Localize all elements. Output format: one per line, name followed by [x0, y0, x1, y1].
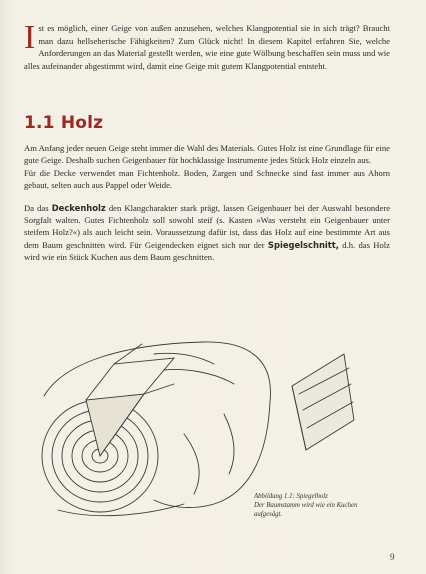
figure-caption — [254, 492, 374, 519]
intro-text: st es möglich, einer Geige von außen anzusehen, welches Klangpotential sie in sich trägt? Braucht man dazu hellseherische Fähigkeiten? Zum Glück nicht! In diesem Kapitel erfahren Sie, welche Anforderungen an das Material gestellt werden, wie eine gute Wölbung beschaffen sein muss und wie alles aufeinander abgestimmt wird, damit eine Geige mit gutem Klangpotential entsteht. — [24, 23, 390, 71]
text-run: Da das — [24, 202, 52, 213]
section-body — [24, 142, 390, 264]
paragraph-woods: Für die Decke verwendet man Fichtenholz. Boden, Zargen und Schnecke sind fast immer aus Ahorn gebaut, selten auch aus Pappel oder Weide. — [24, 167, 390, 191]
text-run: d.h. das Holz wird wie ein Stück Kuchen aus dem Baum geschnitten. — [24, 239, 390, 263]
intro-paragraph — [24, 19, 390, 72]
paragraph-material: Am Anfang jeder neuen Geige steht immer die Wahl des Materials. Gutes Holz ist eine Grundlage für eine gute Geige. Deshalb suchen Geigenbauer für hochklassige Instrumente jedes Stück Holz einzeln aus. — [24, 143, 390, 166]
bold-term-spiegelschnitt: Spiegelschnitt, — [267, 239, 339, 250]
bold-term-deckenholz: Deckenholz — [51, 202, 106, 213]
paragraph-deckenholz — [24, 202, 390, 264]
page-number: 9 — [390, 552, 395, 562]
section-heading: 1.1 Holz — [24, 113, 104, 133]
drop-cap: I — [24, 19, 36, 56]
caption-text: Der Baumstamm wird wie ein Kuchen aufgesägt. — [254, 502, 358, 518]
caption-title: Abbildung 1.1: Spiegelholz — [254, 493, 328, 500]
text-run: den Klangcharakter stark prägt, lassen Geigenbauer bei der Auswahl besondere Sorgfalt walten. Gutes Fichtenholz soll sowohl steif (s. Kasten »Was versteht ein Geigenbauer unter steifem Holz?«) als auch leicht sein. Voraussetzung dafür ist, dass das Holz auf eine bestimmte Art aus dem Baum geschnitten wird. Für Geigendecken eignet sich nur der — [24, 202, 391, 250]
